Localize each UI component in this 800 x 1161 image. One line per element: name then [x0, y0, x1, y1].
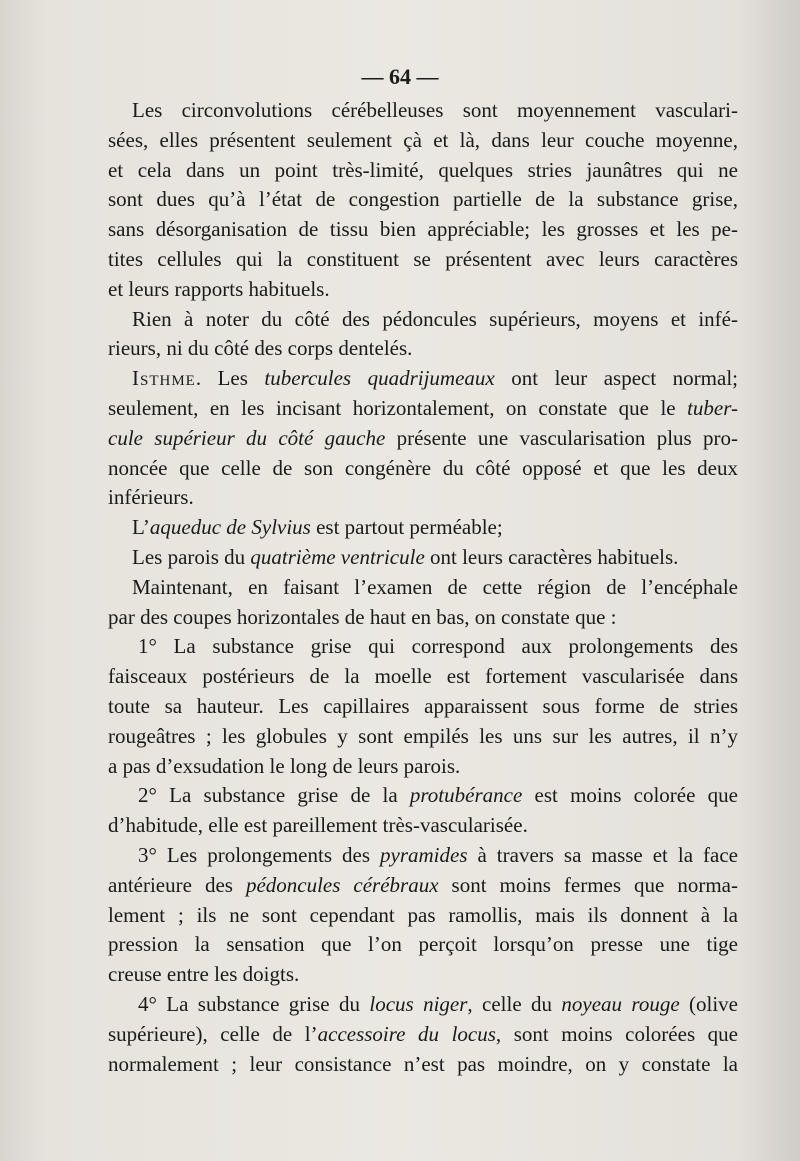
text-run: (olive	[679, 991, 738, 1016]
text-line	[108, 871, 738, 901]
text-run: est partout perméable;	[310, 515, 503, 540]
text-line	[108, 513, 738, 543]
text-line: toute sa hauteur. Les capillaires apparaissent sous forme de stries	[108, 693, 738, 718]
text-line: creuse entre les doigts.	[108, 962, 300, 987]
text-line: sans désorganisation de tissu bien appréciable; les grosses et les pe-	[108, 217, 738, 242]
text-line: noncée que celle de son congénère du côté opposé et que les deux	[108, 455, 738, 480]
text-line: Rien à noter du côté des pédoncules supérieurs, moyens et infé-	[132, 306, 738, 331]
text-run: à travers sa masse et la face	[467, 842, 738, 867]
text-run: supérieure), celle de l’	[108, 1021, 318, 1046]
text-run: est moins colorée que	[522, 783, 738, 808]
text-run: antérieure des	[108, 872, 246, 897]
text-line: et leurs rapports habituels.	[108, 276, 330, 301]
text-run: Les parois du	[132, 544, 251, 569]
text-run: 3° Les prolongements des	[138, 842, 380, 867]
text-line: normalement ; leur consistance n’est pas moindre, on y constate la	[108, 1051, 738, 1076]
text-line	[108, 990, 738, 1020]
text-line: tites cellules qui la constituent se présentent avec leurs caractères	[108, 246, 738, 271]
text-run: ont leur aspect normal;	[494, 366, 738, 391]
text-line: rieurs, ni du côté des corps dentelés.	[108, 336, 413, 361]
text-line	[108, 781, 738, 811]
text-line: faisceaux postérieurs de la moelle est fortement vascularisée dans	[108, 664, 738, 689]
italic-term: tuber-	[687, 395, 738, 420]
text-line: rougeâtres ; les globules y sont empilés les uns sur les autres, il n’y	[108, 723, 738, 748]
text-line: pression la sensation que l’on perçoit lorsqu’on presse une tige	[108, 932, 738, 957]
text-line	[108, 543, 738, 573]
italic-term: protubérance	[409, 783, 523, 808]
italic-term: quatrième ventricule	[250, 544, 425, 569]
text-line: Les circonvolutions cérébelleuses sont moyennement vasculari-	[132, 98, 738, 122]
page-number: — 64 —	[361, 64, 439, 89]
text-run: ont leurs caractères habituels.	[424, 544, 679, 569]
page-body-text	[108, 96, 738, 1079]
text-line: inférieurs.	[108, 485, 194, 510]
text-line: sées, elles présentent seulement çà et là, dans leur couche moyenne,	[108, 127, 738, 152]
text-run: 2° La substance grise de la	[138, 783, 410, 808]
text-line	[108, 1020, 738, 1050]
italic-term: aqueduc de Sylvius	[149, 515, 311, 540]
text-line: sont dues qu’à l’état de congestion partielle de la substance grise,	[108, 187, 738, 212]
text-line: 1° La substance grise qui correspond aux prolongements des	[138, 634, 738, 659]
text-run: , celle du	[467, 991, 562, 1016]
text-line: par des coupes horizontales de haut en bas, on constate que :	[108, 604, 617, 629]
text-run: présente une vascularisation plus pro-	[385, 425, 738, 450]
text-line	[108, 364, 738, 394]
text-run: seulement, en les incisant horizontalement, on constate que le	[108, 395, 688, 420]
section-heading-isthme: Isthme	[132, 366, 196, 391]
text-run: . Les	[195, 366, 265, 391]
text-run: 4° La substance grise du	[138, 991, 370, 1016]
text-line	[108, 394, 738, 424]
text-line	[108, 424, 738, 454]
text-line	[108, 841, 738, 871]
italic-term: tubercules quadrijumeaux	[264, 366, 495, 391]
text-run: sont moins fermes que norma-	[438, 872, 738, 897]
italic-term: noyeau rouge	[561, 991, 680, 1016]
italic-term: locus niger	[369, 991, 468, 1016]
italic-term: accessoire du locus	[317, 1021, 496, 1046]
text-run: L’	[132, 515, 150, 540]
text-line: Maintenant, en faisant l’examen de cette région de l’encéphale	[132, 574, 738, 599]
italic-term: cule supérieur du côté gauche	[108, 425, 386, 450]
italic-term: pyramides	[380, 842, 468, 867]
text-line: d’habitude, elle est pareillement très-vascularisée.	[108, 813, 528, 838]
text-line: et cela dans un point très-limité, quelques stries jaunâtres qui ne	[108, 157, 738, 182]
italic-term: pédoncules cérébraux	[245, 872, 439, 897]
text-line: lement ; ils ne sont cependant pas ramollis, mais ils donnent à la	[108, 902, 738, 927]
text-run: , sont moins colorées que	[495, 1021, 738, 1046]
text-line: a pas d’exsudation le long de leurs parois.	[108, 753, 461, 778]
